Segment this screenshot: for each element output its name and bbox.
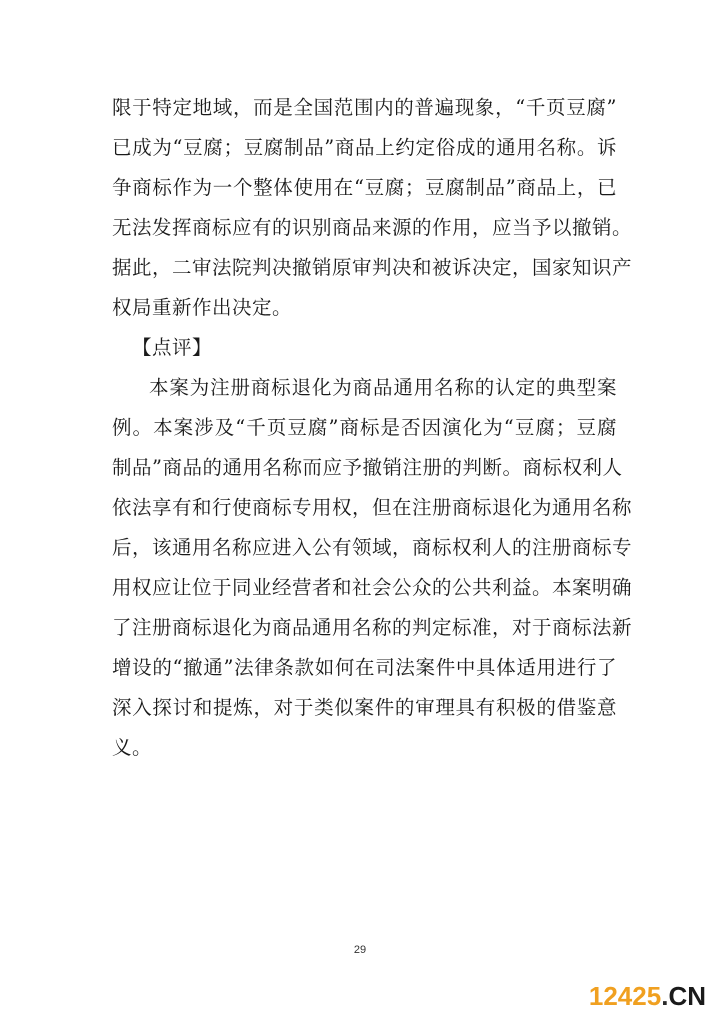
commentary-paragraph [112,368,633,768]
commentary-heading: 【点评】 [132,336,213,359]
text-line: 增设的“撤通”法律条款如何在司法案件中具体适用进行了 [112,656,617,679]
text-line: 无法发挥商标应有的识别商品来源的作用，应当予以撤销。 [112,216,633,239]
watermark-number: 12425 [588,981,662,1011]
text-line: 争商标作为一个整体使用在“豆腐；豆腐制品”商品上，已 [112,176,617,199]
text-line: 深入探讨和提炼，对于类似案件的审理具有积极的借鉴意 [112,696,617,719]
watermark-suffix: CN [668,981,706,1011]
text-line: 依法享有和行使商标专用权，但在注册商标退化为通用名称 [112,496,633,519]
text-line: 已成为“豆腐；豆腐制品”商品上约定俗成的通用名称。诉 [112,136,617,159]
text-line: 例。本案涉及“千页豆腐”商标是否因演化为“豆腐；豆腐 [112,416,617,439]
text-line: 了注册商标退化为商品通用名称的判定标准，对于商标法新 [112,616,633,639]
text-line: 本案为注册商标退化为商品通用名称的认定的典型案 [149,376,617,399]
watermark-dot: . [661,981,669,1011]
document-body [112,88,633,768]
text-line: 后，该通用名称应进入公有领域，商标权利人的注册商标专 [112,536,633,559]
text-line: 据此，二审法院判决撤销原审判决和被诉决定，国家知识产 [112,256,633,279]
site-watermark [589,981,706,1012]
text-line: 限于特定地域，而是全国范围内的普遍现象，“千页豆腐” [112,96,617,119]
text-line: 权局重新作出决定。 [112,296,293,319]
page-number: 29 [353,944,367,956]
text-line: 制品”商品的通用名称而应予撤销注册的判断。商标权利人 [112,456,623,479]
text-line: 义。 [112,736,153,759]
text-line: 用权应让位于同业经营者和社会公众的公共利益。本案明确 [112,576,633,599]
continuation-paragraph [112,88,633,328]
